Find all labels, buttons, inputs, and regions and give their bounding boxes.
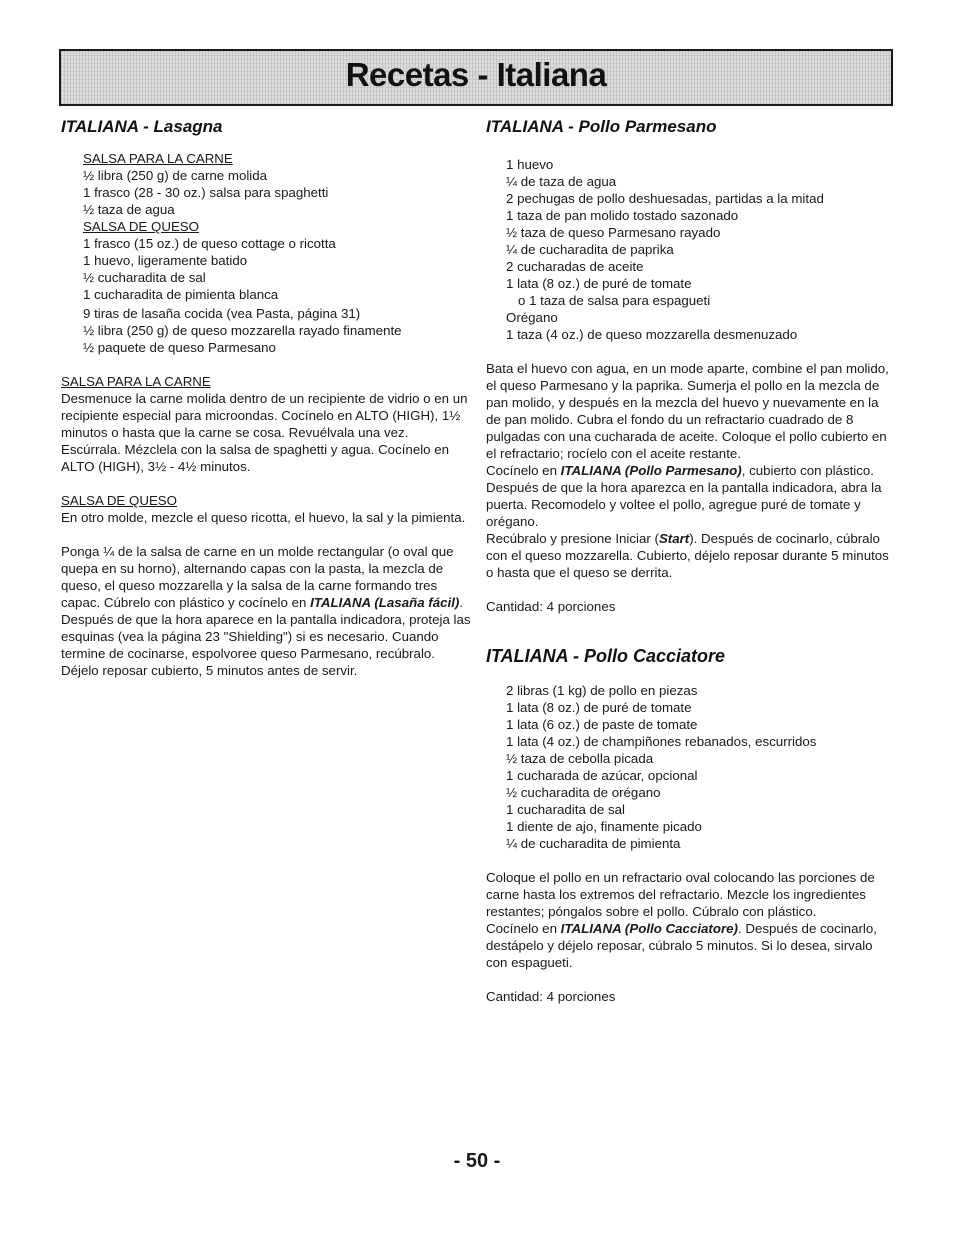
step-text: , cubierto con plástico. Después de que la hora aparezca en la pantalla indicadora, abra la puerta. Recomodelo y voltee el pollo, agregue puré de tomate y orégano. xyxy=(486,463,882,529)
lasagna-ingredients xyxy=(83,150,471,356)
parmesano-ingredients xyxy=(506,156,896,343)
right-column xyxy=(486,114,896,1005)
program-name: ITALIANA (Pollo Cacciatore) xyxy=(560,921,738,936)
salsa-queso-heading: SALSA DE QUESO xyxy=(61,493,178,508)
start-key-name: Start xyxy=(658,531,690,546)
ingredient-item: ¼ de cucharadita de paprika xyxy=(506,242,674,257)
cacciatore-yield: Cantidad: 4 porciones xyxy=(486,989,616,1004)
ingredient-item: ½ paquete de queso Parmesano xyxy=(83,340,276,355)
ingredient-item: ½ taza de agua xyxy=(83,202,175,217)
salsa-carne-heading: SALSA PARA LA CARNE xyxy=(61,374,211,389)
ingredient-item: 1 taza (4 oz.) de queso mozzarella desmenuzado xyxy=(506,327,798,342)
ingredient-item: ¼ de taza de agua xyxy=(506,174,617,189)
ingredient-item: 1 lata (6 oz.) de paste de tomate xyxy=(506,717,698,732)
parmesano-recipe xyxy=(486,114,896,615)
step-text: Cocínelo en xyxy=(486,921,561,936)
ingredient-item: 1 lata (8 oz.) de puré de tomate xyxy=(506,276,692,291)
ingredient-item: 1 cucharadita de sal xyxy=(506,802,626,817)
ingredient-item: 1 cucharada de azúcar, opcional xyxy=(506,768,698,783)
ingredient-item: ½ cucharadita de orégano xyxy=(506,785,661,800)
ingredient-item: 1 taza de pan molido tostado sazonado xyxy=(506,208,739,223)
ingredient-item: o 1 taza de salsa para espagueti xyxy=(518,293,711,308)
ingredient-item: 1 diente de ajo, finamente picado xyxy=(506,819,702,834)
cacciatore-step-2 xyxy=(486,920,896,971)
parmesano-title: ITALIANA - Pollo Parmesano xyxy=(486,117,717,136)
cacciatore-step-1: Coloque el pollo en un refractario oval colocando las porciones de carne hasta los extremos del refractario. Mezcle los ingredientes restantes; póngalos sobre el pollo. Cúbralo con plástico. xyxy=(486,870,875,919)
program-name: ITALIANA (Pollo Parmesano) xyxy=(560,463,742,478)
parmesano-yield: Cantidad: 4 porciones xyxy=(486,599,616,614)
cacciatore-ingredients xyxy=(506,682,896,852)
salsa-carne-instructions: Desmenuce la carne molida dentro de un recipiente de vidrio o en un recipiente especial para microondas. Cocínelo en ALTO (HIGH), 1½ minutos o hasta que la carne se cosa. Revuélvala una vez. Escúrrala. Mézclela con la salsa de spaghetti y agua. Cocínelo en ALTO (HIGH), 3½ - 4½ minutos. xyxy=(61,391,468,474)
assembly-text: . Después de que la hora aparece en la pantalla indicadora, proteja las esquinas (vea la página 23 "Shielding") si es necesario. Cuando termine de cocinarse, espolvoree queso Parmesano, recúbralo. Déjelo reposar cubierto, 5 minutos antes de servir. xyxy=(61,595,471,678)
ingredient-item: ½ taza de cebolla picada xyxy=(506,751,654,766)
ingredient-item: 1 frasco (28 - 30 oz.) salsa para spaghetti xyxy=(83,185,329,200)
lasagna-recipe xyxy=(61,114,471,679)
lasagna-title: ITALIANA - Lasagna xyxy=(61,117,223,136)
ingredient-item: ¼ de cucharadita de pimienta xyxy=(506,836,681,851)
assembly-text: Ponga ¼ de la salsa de carne en un molde rectangular (o oval que quepa en su horno), alternando capas con la pasta, la mezcla de queso, el queso mozzarella y la salsa de la carne formando tres capac. Cúbrelo con plástico y cocínelo en xyxy=(61,544,454,610)
ingredient-item: 1 lata (8 oz.) de puré de tomate xyxy=(506,700,692,715)
parmesano-step-2 xyxy=(486,462,896,530)
ingredient-item: 9 tiras de lasaña cocida (vea Pasta, página 31) xyxy=(83,306,361,321)
cacciatore-recipe xyxy=(486,643,896,1005)
step-text: ). Después de cocinarlo, cúbralo con el queso mozzarella. Cubierto, déjelo reposar durante 5 minutos o hasta que el queso se derrita. xyxy=(486,531,889,580)
parmesano-step-3 xyxy=(486,530,896,581)
parmesano-step-1: Bata el huevo con agua, en un mode aparte, combine el pan molido, el queso Parmesano y la paprika. Sumerja el pollo en la mezcla de pan molido, y después en la mezcla del huevo y nuevamente en la de pan molido. Cubra el fondo du un refractario cuadrado de 8 pulgadas con una cucharada de aceite. Coloque el pollo cubierto en el refractario; rocíelo con el aceite restante. xyxy=(486,361,889,461)
ingredient-item: 1 huevo xyxy=(506,157,554,172)
banner-title: Recetas - Italiana xyxy=(345,55,607,93)
program-name: ITALIANA (Lasaña fácil) xyxy=(310,595,460,610)
step-text: Cocínelo en xyxy=(486,463,561,478)
ingredient-item: ½ taza de queso Parmesano rayado xyxy=(506,225,721,240)
ingredient-item: ½ libra (250 g) de queso mozzarella rayado finamente xyxy=(83,323,402,338)
ingredient-item: 2 pechugas de pollo deshuesadas, partidas a la mitad xyxy=(506,191,824,206)
ingredient-item: Orégano xyxy=(506,310,558,325)
section-banner xyxy=(59,49,893,106)
salsa-queso-instructions: En otro molde, mezcle el queso ricotta, el huevo, la sal y la pimienta. xyxy=(61,510,466,525)
step-text: Recúbralo y presione Iniciar ( xyxy=(486,531,659,546)
assembly-instructions xyxy=(61,543,471,679)
step-text: . Después de cocinarlo, destápelo y déjelo reposar, cúbralo 5 minutos. Si lo desea, sirvalo con espagueti. xyxy=(486,921,877,970)
page-number: - 50 - xyxy=(453,1150,501,1172)
ingredient-item: 1 lata (4 oz.) de champiñones rebanados, escurridos xyxy=(506,734,817,749)
ingredient-item: 2 libras (1 kg) de pollo en piezas xyxy=(506,683,698,698)
ingredient-item: 1 cucharadita de pimienta blanca xyxy=(83,287,279,302)
ingredient-item: 1 frasco (15 oz.) de queso cottage o ricotta xyxy=(83,236,336,251)
ingredient-heading: SALSA PARA LA CARNE xyxy=(83,151,233,166)
ingredient-item: 1 huevo, ligeramente batido xyxy=(83,253,248,268)
cacciatore-title: ITALIANA - Pollo Cacciatore xyxy=(486,646,726,666)
ingredient-item: ½ cucharadita de sal xyxy=(83,270,206,285)
ingredient-item: ½ libra (250 g) de carne molida xyxy=(83,168,268,183)
ingredient-item: 2 cucharadas de aceite xyxy=(506,259,644,274)
ingredient-heading: SALSA DE QUESO xyxy=(83,219,200,234)
